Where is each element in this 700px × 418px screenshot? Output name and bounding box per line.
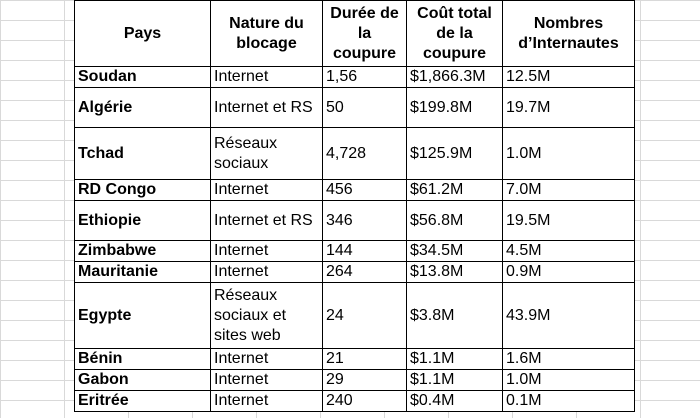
- table-row: [75, 180, 635, 201]
- cell-duree: 29: [323, 370, 407, 391]
- cell-duree: 264: [323, 262, 407, 283]
- table-row: [75, 283, 635, 349]
- cell-cout: $0.4M: [407, 391, 503, 412]
- cell-nature: Internet: [211, 262, 323, 283]
- cell-cout: $1,866.3M: [407, 67, 503, 88]
- cell-cout: $125.9M: [407, 128, 503, 180]
- cell-duree: 144: [323, 241, 407, 262]
- table-row: [75, 262, 635, 283]
- cell-pays: Soudan: [75, 67, 211, 88]
- table-row: [75, 349, 635, 370]
- cell-internautes: 12.5M: [503, 67, 635, 88]
- cell-pays: Mauritanie: [75, 262, 211, 283]
- cell-duree: 346: [323, 201, 407, 241]
- data-table: [74, 0, 635, 412]
- cell-nature: Internet: [211, 67, 323, 88]
- table-row: [75, 391, 635, 412]
- cell-pays: Tchad: [75, 128, 211, 180]
- header-cout: Coût total de la coupure: [407, 1, 503, 67]
- cell-duree: 24: [323, 283, 407, 349]
- cell-internautes: 19.7M: [503, 88, 635, 128]
- cell-pays: Egypte: [75, 283, 211, 349]
- cell-pays: Eritrée: [75, 391, 211, 412]
- cell-pays: Bénin: [75, 349, 211, 370]
- cell-pays: Zimbabwe: [75, 241, 211, 262]
- cell-nature: Réseaux sociaux: [211, 128, 323, 180]
- cell-nature: Internet: [211, 370, 323, 391]
- cell-nature: Internet: [211, 349, 323, 370]
- cell-nature: Internet: [211, 180, 323, 201]
- cell-duree: 240: [323, 391, 407, 412]
- cell-internautes: 1.0M: [503, 370, 635, 391]
- cell-cout: $56.8M: [407, 201, 503, 241]
- cell-internautes: 0.1M: [503, 391, 635, 412]
- cell-internautes: 0.9M: [503, 262, 635, 283]
- table-row: [75, 201, 635, 241]
- table-row: [75, 67, 635, 88]
- cell-internautes: 19.5M: [503, 201, 635, 241]
- cell-duree: 456: [323, 180, 407, 201]
- table-row: [75, 128, 635, 180]
- header-duree: Durée de la coupure: [323, 1, 407, 67]
- cell-internautes: 7.0M: [503, 180, 635, 201]
- table-row: [75, 370, 635, 391]
- cell-cout: $13.8M: [407, 262, 503, 283]
- cell-internautes: 1.6M: [503, 349, 635, 370]
- cell-cout: $1.1M: [407, 349, 503, 370]
- cell-internautes: 43.9M: [503, 283, 635, 349]
- cell-nature: Internet et RS: [211, 201, 323, 241]
- cell-cout: $1.1M: [407, 370, 503, 391]
- cell-internautes: 1.0M: [503, 128, 635, 180]
- header-row: [75, 1, 635, 67]
- cell-nature: Internet: [211, 241, 323, 262]
- header-internautes: Nombres d’Internautes: [503, 1, 635, 67]
- cell-pays: Gabon: [75, 370, 211, 391]
- cell-nature: Internet et RS: [211, 88, 323, 128]
- cell-pays: Algérie: [75, 88, 211, 128]
- cell-pays: Ethiopie: [75, 201, 211, 241]
- cell-nature: Internet: [211, 391, 323, 412]
- cell-cout: $3.8M: [407, 283, 503, 349]
- cell-cout: $61.2M: [407, 180, 503, 201]
- header-nature: Nature du blocage: [211, 1, 323, 67]
- cell-internautes: 4.5M: [503, 241, 635, 262]
- table-row: [75, 241, 635, 262]
- header-pays: Pays: [75, 1, 211, 67]
- cell-duree: 4,728: [323, 128, 407, 180]
- cell-pays: RD Congo: [75, 180, 211, 201]
- cell-duree: 1,56: [323, 67, 407, 88]
- cell-duree: 50: [323, 88, 407, 128]
- cell-duree: 21: [323, 349, 407, 370]
- table-row: [75, 88, 635, 128]
- cell-cout: $34.5M: [407, 241, 503, 262]
- cell-cout: $199.8M: [407, 88, 503, 128]
- cell-nature: Réseaux sociaux et sites web: [211, 283, 323, 349]
